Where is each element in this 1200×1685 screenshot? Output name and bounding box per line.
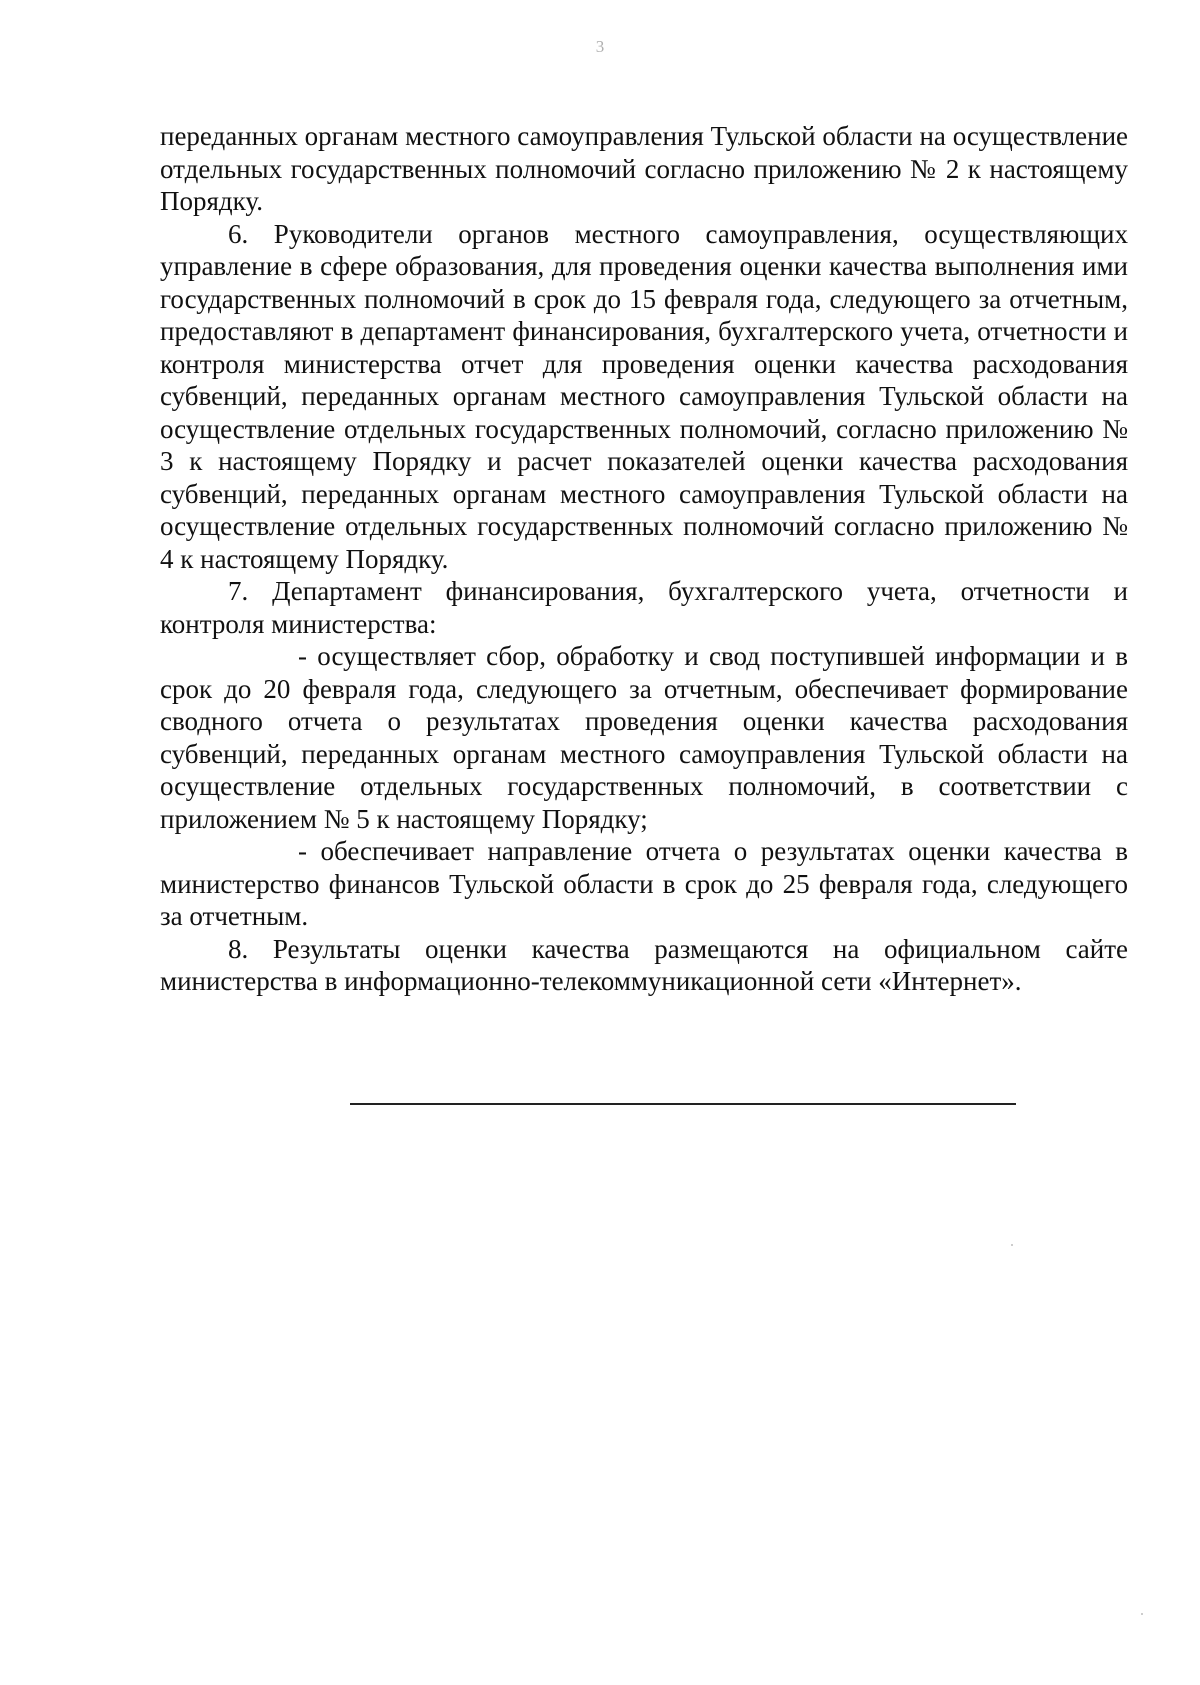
- paragraph-item-6: 6. Руководители органов местного самоуправления, осуществляющих управление в сфере образования, для проведения оценки качества выполнения ими государственных полномочий в срок до 15 февраля года, следующего за отчетным, предоставляют в департамент финансирования, бухгалтерского учета, отчетности и контроля министерства отчет для проведения оценки качества расходования субвенций, переданных органам местного самоуправления Тульской области на осуществление отдельных государственных полномочий, согласно приложению № 3 к настоящему Порядку и расчет показателей оценки качества расходования субвенций, переданных органам местного самоуправления Тульской области на осуществление отдельных государственных полномочий согласно приложению № 4 к настоящему Порядку.: [160, 218, 1128, 574]
- scan-speck: [1011, 1244, 1013, 1246]
- paragraph-item-7-dash-1: - осуществляет сбор, обработку и свод поступившей информации и в срок до 20 февраля года, следующего за отчетным, обеспечивает формирование сводного отчета о результатах проведения оценки качества расходования субвенций, переданных органам местного самоуправления Тульской области на осуществление отдельных государственных полномочий, в соответствии с приложением № 5 к настоящему Порядку;: [160, 641, 1128, 834]
- page-number: 3: [595, 37, 605, 56]
- paragraph-item-7-dash-2: - обеспечивает направление отчета о результатах оценки качества в министерство финансов Тульской области в срок до 25 февраля года, следующего за отчетным.: [160, 836, 1128, 931]
- paragraph-continuation: переданных органам местного самоуправления Тульской области на осуществление отдельных государственных полномочий согласно приложению № 2 к настоящему Порядку.: [160, 121, 1128, 216]
- paragraph-item-7: 7. Департамент финансирования, бухгалтерского учета, отчетности и контроля министерства:: [160, 576, 1128, 639]
- scan-speck: [1141, 1613, 1143, 1615]
- document-body: [160, 120, 1128, 998]
- end-separator-line: [350, 1103, 1016, 1105]
- paragraph-item-8: 8. Результаты оценки качества размещаются на официальном сайте министерства в информационно-телекоммуникационной сети «Интернет».: [160, 933, 1128, 996]
